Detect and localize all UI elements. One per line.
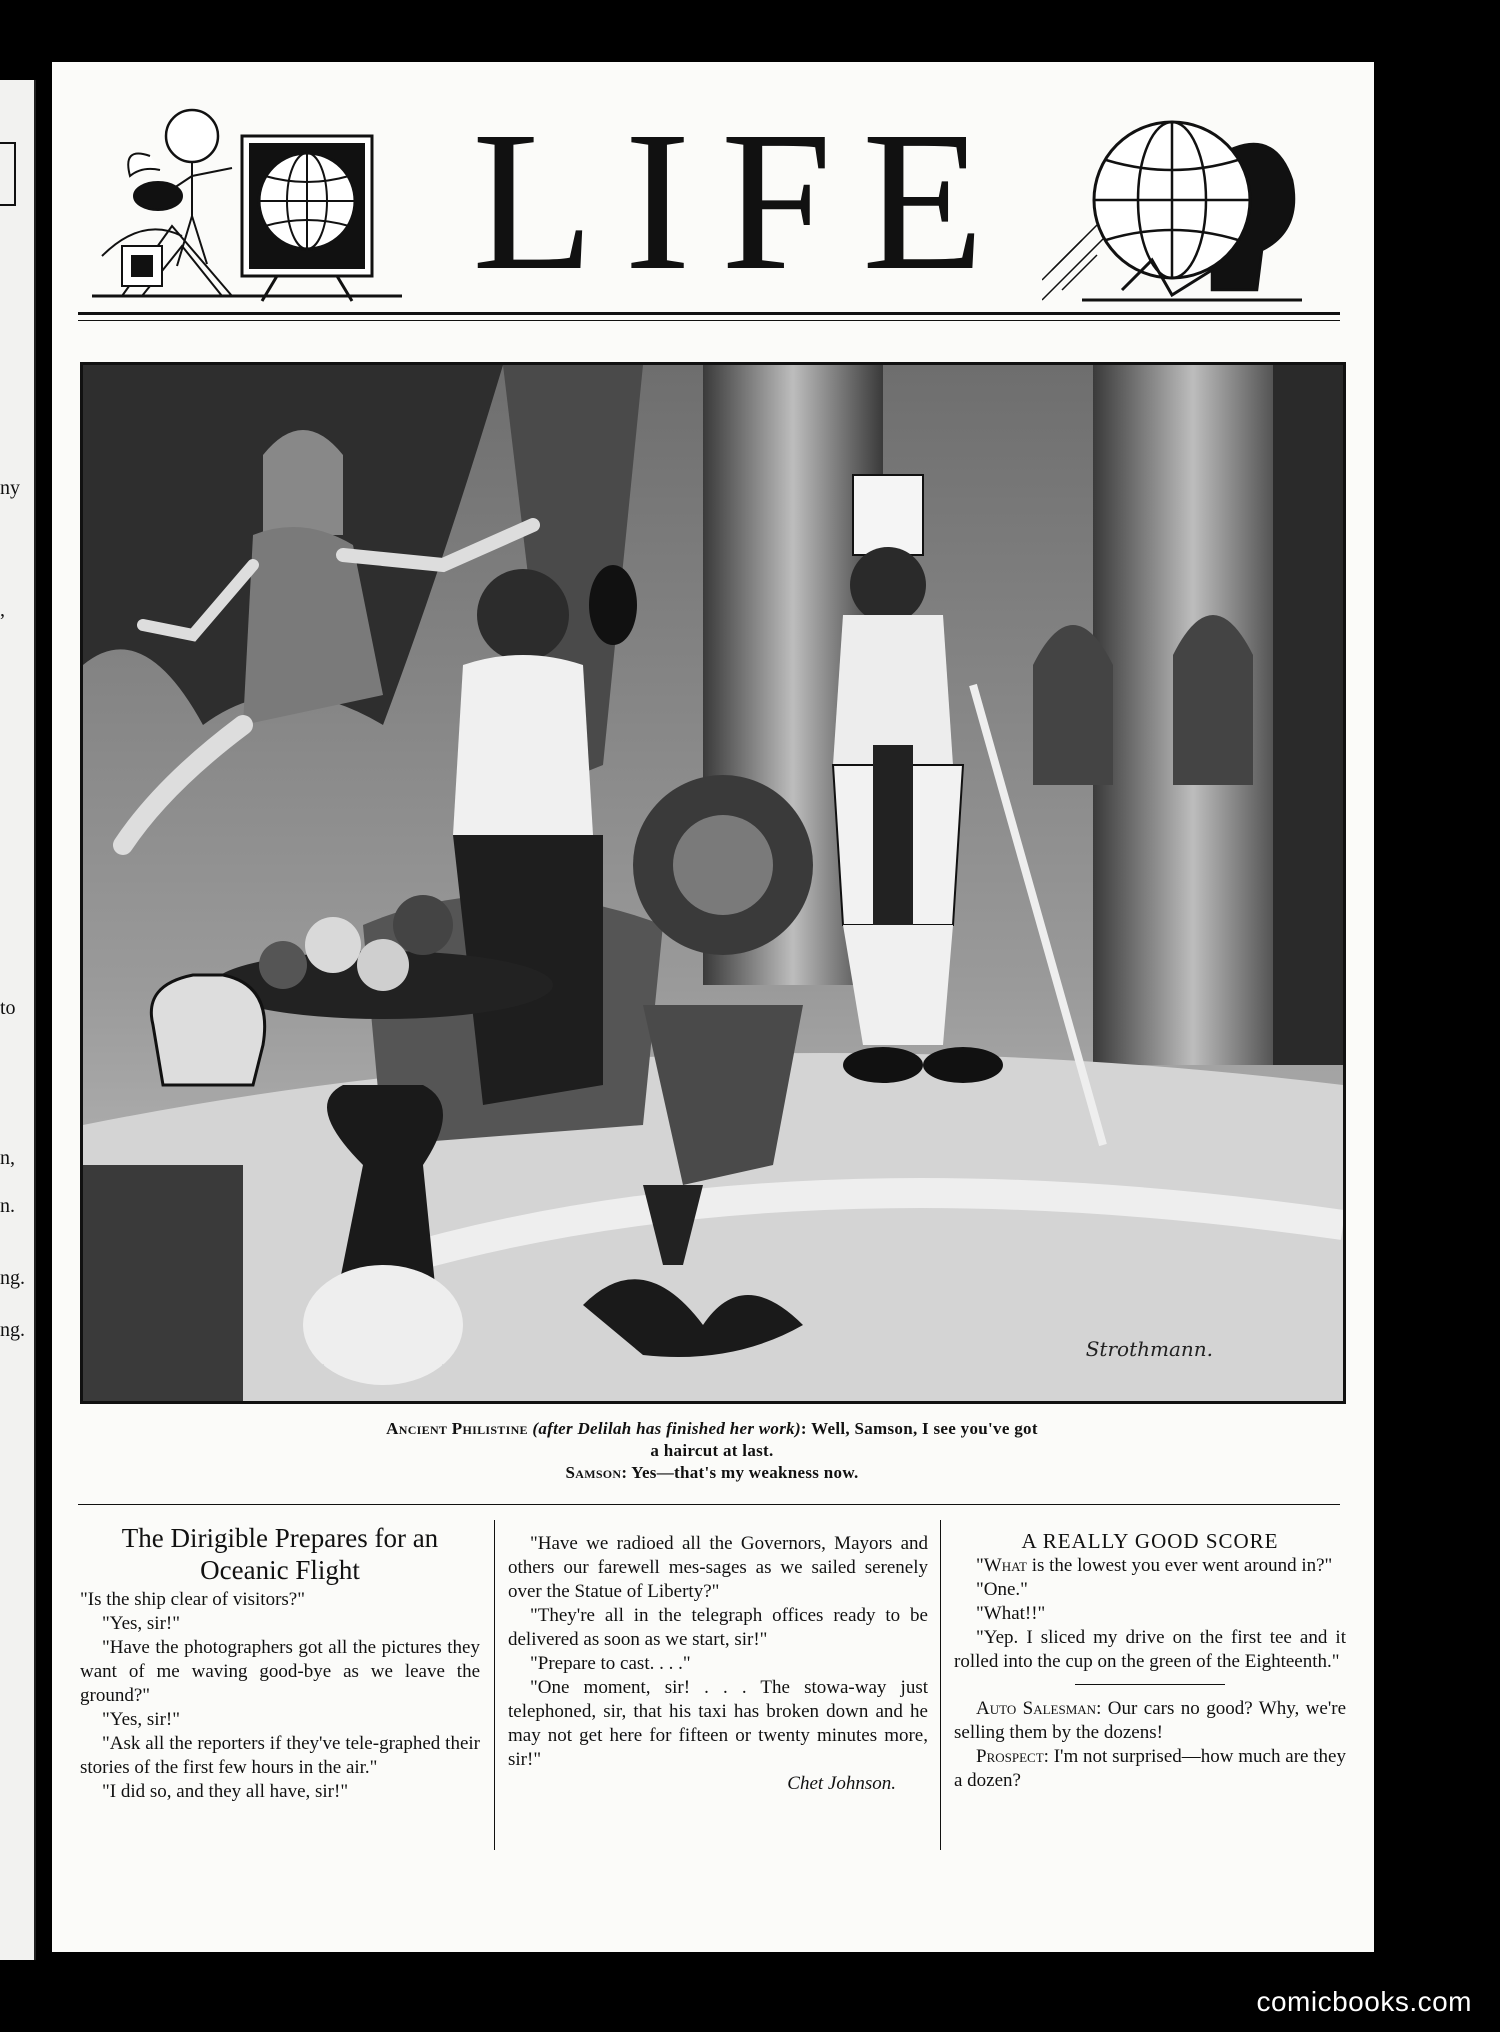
magazine-page xyxy=(52,62,1374,1952)
columns-top-rule xyxy=(78,1504,1340,1505)
left-fragment: ng. xyxy=(0,1319,25,1341)
column-dirigible-continued xyxy=(508,1532,928,1796)
dialog-line: "Have the photographers got all the pictures they want of me waving good-bye as we leave the ground?" xyxy=(80,1637,480,1706)
dialog-line: "Yes, sir!" xyxy=(102,1709,180,1730)
left-page-edge xyxy=(0,80,36,1960)
left-fragment: , xyxy=(0,599,5,621)
column-divider-2 xyxy=(940,1520,941,1850)
dialog-lead-what: "What xyxy=(976,1555,1027,1576)
joke-text: : Our cars no good? Why, we're selling them by the dozens! xyxy=(954,1698,1347,1743)
column-divider-1 xyxy=(494,1520,495,1850)
caption-line-1 xyxy=(132,1418,1292,1440)
caption-text-1: : Well, Samson, I see you've got xyxy=(800,1419,1038,1438)
caption-line-3 xyxy=(132,1462,1292,1484)
dialog-line: "They're all in the telegraph offices ready to be delivered as soon as we start, sir!" xyxy=(508,1605,928,1650)
dialog-line: "What!!" xyxy=(976,1603,1046,1624)
dialog-line: "Have we radioed all the Governors, Mayors and others our farewell mes-sages as we sailed serenely over the Statue of Liberty?" xyxy=(508,1533,928,1602)
left-fragment: n. xyxy=(0,1195,15,1217)
dialog-text: is the lowest you ever went around in?" xyxy=(1026,1555,1333,1576)
masthead-rule-bottom xyxy=(78,320,1340,321)
watermark: comicbooks.com xyxy=(1256,1986,1472,2017)
cherub-painting-globe-icon xyxy=(82,96,412,316)
cartoon-illustration xyxy=(80,362,1346,1404)
dialog-line: "I did so, and they all have, sir!" xyxy=(102,1781,349,1802)
speaker-auto-salesman: Auto Salesman xyxy=(976,1698,1097,1719)
cartoon-caption xyxy=(132,1418,1292,1484)
masthead-title: LIFE xyxy=(472,91,1015,312)
column-dirigible xyxy=(80,1522,480,1804)
joke-text: : I'm not surprised—how much are they a dozen? xyxy=(954,1746,1346,1791)
article-title-score: A REALLY GOOD SCORE xyxy=(1021,1529,1279,1553)
dialog-line: "Ask all the reporters if they've tele-graphed their stories of the first few hours in the air." xyxy=(80,1733,480,1778)
dialog-line xyxy=(954,1554,1346,1578)
left-fragment: to xyxy=(0,997,16,1019)
column-good-score xyxy=(954,1528,1346,1793)
speaker-prospect: Prospect xyxy=(976,1746,1044,1767)
caption-stage-direction: (after Delilah has finished her work) xyxy=(532,1419,801,1438)
dialog-line: "Yes, sir!" xyxy=(102,1613,180,1634)
left-fragment: ny xyxy=(0,477,20,499)
article-title-dirigible: The Dirigible Prepares for an Oceanic Flight xyxy=(121,1523,439,1585)
globe-on-chair-icon xyxy=(1042,100,1342,310)
left-fragment: n, xyxy=(0,1147,15,1169)
caption-text-3: : Yes—that's my weakness now. xyxy=(621,1463,859,1482)
byline-chet-johnson: Chet Johnson. xyxy=(787,1773,896,1794)
left-page-box xyxy=(0,142,16,206)
artist-signature: Strothmann. xyxy=(1085,1337,1213,1361)
samson-delilah-scene xyxy=(83,365,1343,1401)
dialog-line: "Yep. I sliced my drive on the first tee and it rolled into the cup on the green of the Eighteenth." xyxy=(954,1627,1346,1672)
dialog-line: "One." xyxy=(976,1579,1028,1600)
joke-line-salesman xyxy=(954,1697,1346,1745)
masthead-rule-top xyxy=(78,312,1340,315)
dialog-line: "Prepare to cast. . . ." xyxy=(530,1653,691,1674)
dialog-line: "Is the ship clear of visitors?" xyxy=(80,1589,305,1610)
joke-separator xyxy=(1075,1684,1225,1685)
left-fragment: ng. xyxy=(0,1267,25,1289)
joke-line-prospect xyxy=(954,1745,1346,1793)
caption-speaker-philistine: Ancient Philistine xyxy=(386,1419,528,1438)
caption-speaker-samson: Samson xyxy=(565,1463,622,1482)
dialog-line: "One moment, sir! . . . The stowa-way just telephoned, sir, that his taxi has broken down and he may not get here for fifteen or twenty minutes more, sir!" xyxy=(508,1677,928,1770)
caption-line-2: a haircut at last. xyxy=(650,1441,774,1460)
